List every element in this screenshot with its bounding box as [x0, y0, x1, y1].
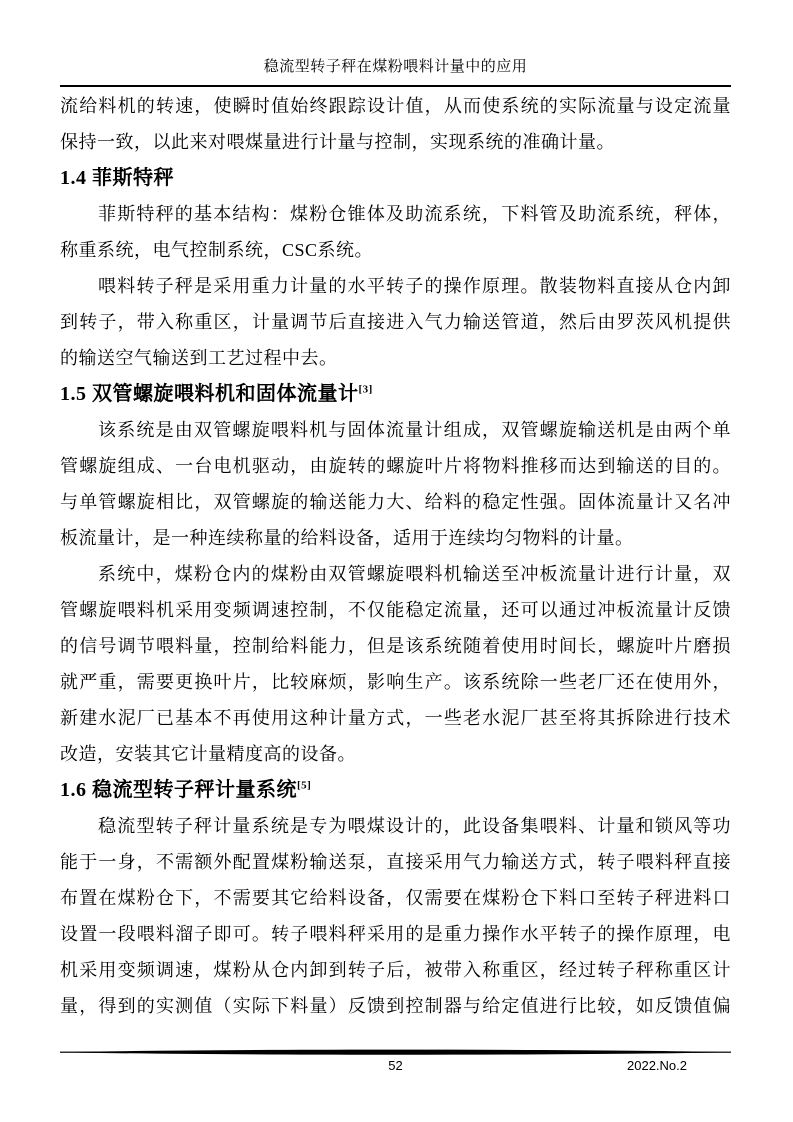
body-line: 到转子，带入称重区，计量调节后直接进入气力输送管道，然后由罗茨风机提供 — [60, 312, 731, 332]
body-line: 菲斯特秤的基本结构：煤粉仓锥体及助流系统，下料管及助流系统，秤体， — [98, 204, 731, 224]
section-heading-text: 1.6 稳流型转子秤计量系统 — [60, 779, 297, 801]
body-line: 能于一身，不需额外配置煤粉输送泵，直接采用气力输送方式，转子喂料秤直接 — [60, 852, 731, 872]
body-line: 喂料转子秤是采用重力计量的水平转子的操作原理。散装物料直接从仓内卸 — [98, 276, 731, 296]
body-line: 的输送空气输送到工艺过程中去。 — [60, 348, 338, 368]
section-heading — [60, 160, 731, 196]
issue-label: 2022.No.2 — [627, 1058, 687, 1073]
body-line: 新建水泥厂已基本不再使用这种计量方式，一些老水泥厂甚至将其拆除进行技术 — [60, 708, 731, 728]
body-line: 管螺旋喂料机采用变频调速控制，不仅能稳定流量，还可以通过冲板流量计反馈 — [60, 600, 731, 620]
body-line: 的信号调节喂料量，控制给料能力，但是该系统随着使用时间长，螺旋叶片磨损 — [60, 636, 731, 656]
body-line: 流给料机的转速，使瞬时值始终跟踪设计值，从而使系统的实际流量与设定流量 — [60, 96, 731, 116]
footer-rule-bar — [60, 1048, 731, 1057]
body-line: 量，得到的实测值（实际下料量）反馈到控制器与给定值进行比较，如反馈值偏 — [60, 996, 731, 1016]
section-heading-text: 1.4 菲斯特秤 — [60, 167, 174, 189]
body-line: 设置一段喂料溜子即可。转子喂料秤采用的是重力操作水平转子的操作原理，电 — [60, 924, 731, 944]
body-line: 板流量计，是一种连续称量的给料设备，适用于连续均匀物料的计量。 — [60, 528, 634, 548]
body-line: 与单管螺旋相比，双管螺旋的输送能力大、给料的稳定性强。固体流量计又名冲 — [60, 492, 731, 512]
body-line: 管螺旋组成、一台电机驱动，由旋转的螺旋叶片将物料推移而达到输送的目的。 — [60, 456, 731, 476]
page-header — [60, 0, 731, 87]
body-line: 改造，安装其它计量精度高的设备。 — [60, 744, 356, 764]
content-column — [60, 0, 731, 1024]
page-number: 52 — [388, 1058, 403, 1073]
body-line: 系统中，煤粉仓内的煤粉由双管螺旋喂料机输送至冲板流量计进行计量，双 — [98, 564, 731, 584]
body-line: 就严重，需要更换叶片，比较麻烦，影响生产。该系统除一些老厂还在使用外， — [60, 672, 731, 692]
body-line: 保持一致，以此来对喂煤量进行计量与控制，实现系统的准确计量。 — [60, 132, 615, 152]
body-line: 称重系统，电气控制系统，CSC系统。 — [60, 240, 374, 260]
section-heading — [60, 376, 731, 412]
citation-superscript: [5] — [297, 779, 312, 792]
body-line: 机采用变频调速，煤粉从仓内卸到转子后，被带入称重区，经过转子秤称重区计 — [60, 960, 731, 980]
section-heading — [60, 772, 731, 808]
running-head-title: 稳流型转子秤在煤粉喂料计量中的应用 — [263, 59, 528, 75]
body-line: 布置在煤粉仓下，不需要其它给料设备，仅需要在煤粉仓下料口至转子秤进料口 — [60, 888, 731, 908]
document-lines — [60, 87, 731, 1024]
citation-superscript: [3] — [358, 383, 373, 396]
section-heading-text: 1.5 双管螺旋喂料机和固体流量计 — [60, 383, 359, 405]
page-footer — [60, 1048, 731, 1077]
body-line: 稳流型转子秤计量系统是专为喂煤设计的，此设备集喂料、计量和锁风等功 — [98, 816, 731, 836]
body-line: 该系统是由双管螺旋喂料机与固体流量计组成，双管螺旋输送机是由两个单 — [98, 420, 731, 440]
footer-row — [60, 1057, 731, 1077]
